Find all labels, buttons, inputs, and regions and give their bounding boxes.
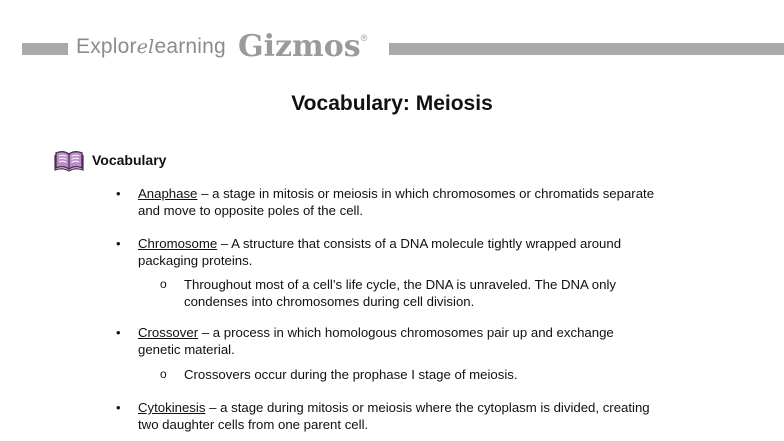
list-item <box>116 235 698 269</box>
term: Chromosome <box>138 236 218 251</box>
term: Anaphase <box>138 186 198 201</box>
list-item <box>116 324 698 358</box>
list-item <box>116 185 698 219</box>
document-title: Vocabulary: Meiosis <box>291 92 493 115</box>
header-bar-right <box>389 43 784 55</box>
explorelearning-logo: Explorelearning <box>76 35 226 58</box>
term: Crossover <box>138 325 199 340</box>
bullet: • <box>116 400 121 415</box>
sub-item-text: Throughout most of a cell’s life cycle, the DNA is unraveled. The DNA only <box>184 277 616 292</box>
term: Cytokinesis <box>138 400 206 415</box>
definition: – a process in which homologous chromosomes pair up and exchange <box>198 325 614 340</box>
section-label: Vocabulary <box>92 152 167 168</box>
header-bar-left <box>22 43 68 55</box>
definition-continued: packaging proteins. <box>138 253 253 268</box>
definition-continued: genetic material. <box>138 342 235 357</box>
sub-list-item <box>160 276 704 310</box>
sub-bullet: o <box>160 367 167 381</box>
definition-continued: and move to opposite poles of the cell. <box>138 203 364 218</box>
header-banner <box>0 30 784 70</box>
bullet: • <box>116 186 121 201</box>
definition: – a stage in mitosis or meiosis in which chromosomes or chromatids separate <box>197 186 655 201</box>
sub-bullet: o <box>160 277 167 291</box>
sub-item-text-continued: condenses into chromosomes during cell division. <box>184 294 475 309</box>
gizmos-logo: Gizmos® <box>238 29 368 64</box>
definition: – a stage during mitosis or meiosis where the cytoplasm is divided, creating <box>205 400 650 415</box>
book-icon <box>54 146 84 172</box>
sub-item-text: Crossovers occur during the prophase I stage of meiosis. <box>184 367 518 382</box>
sub-list-item <box>160 366 704 383</box>
definition-continued: two daughter cells from one parent cell. <box>138 417 369 432</box>
definition: – A structure that consists of a DNA molecule tightly wrapped around <box>217 236 622 251</box>
bullet: • <box>116 325 121 340</box>
bullet: • <box>116 236 121 251</box>
list-item <box>116 399 698 433</box>
